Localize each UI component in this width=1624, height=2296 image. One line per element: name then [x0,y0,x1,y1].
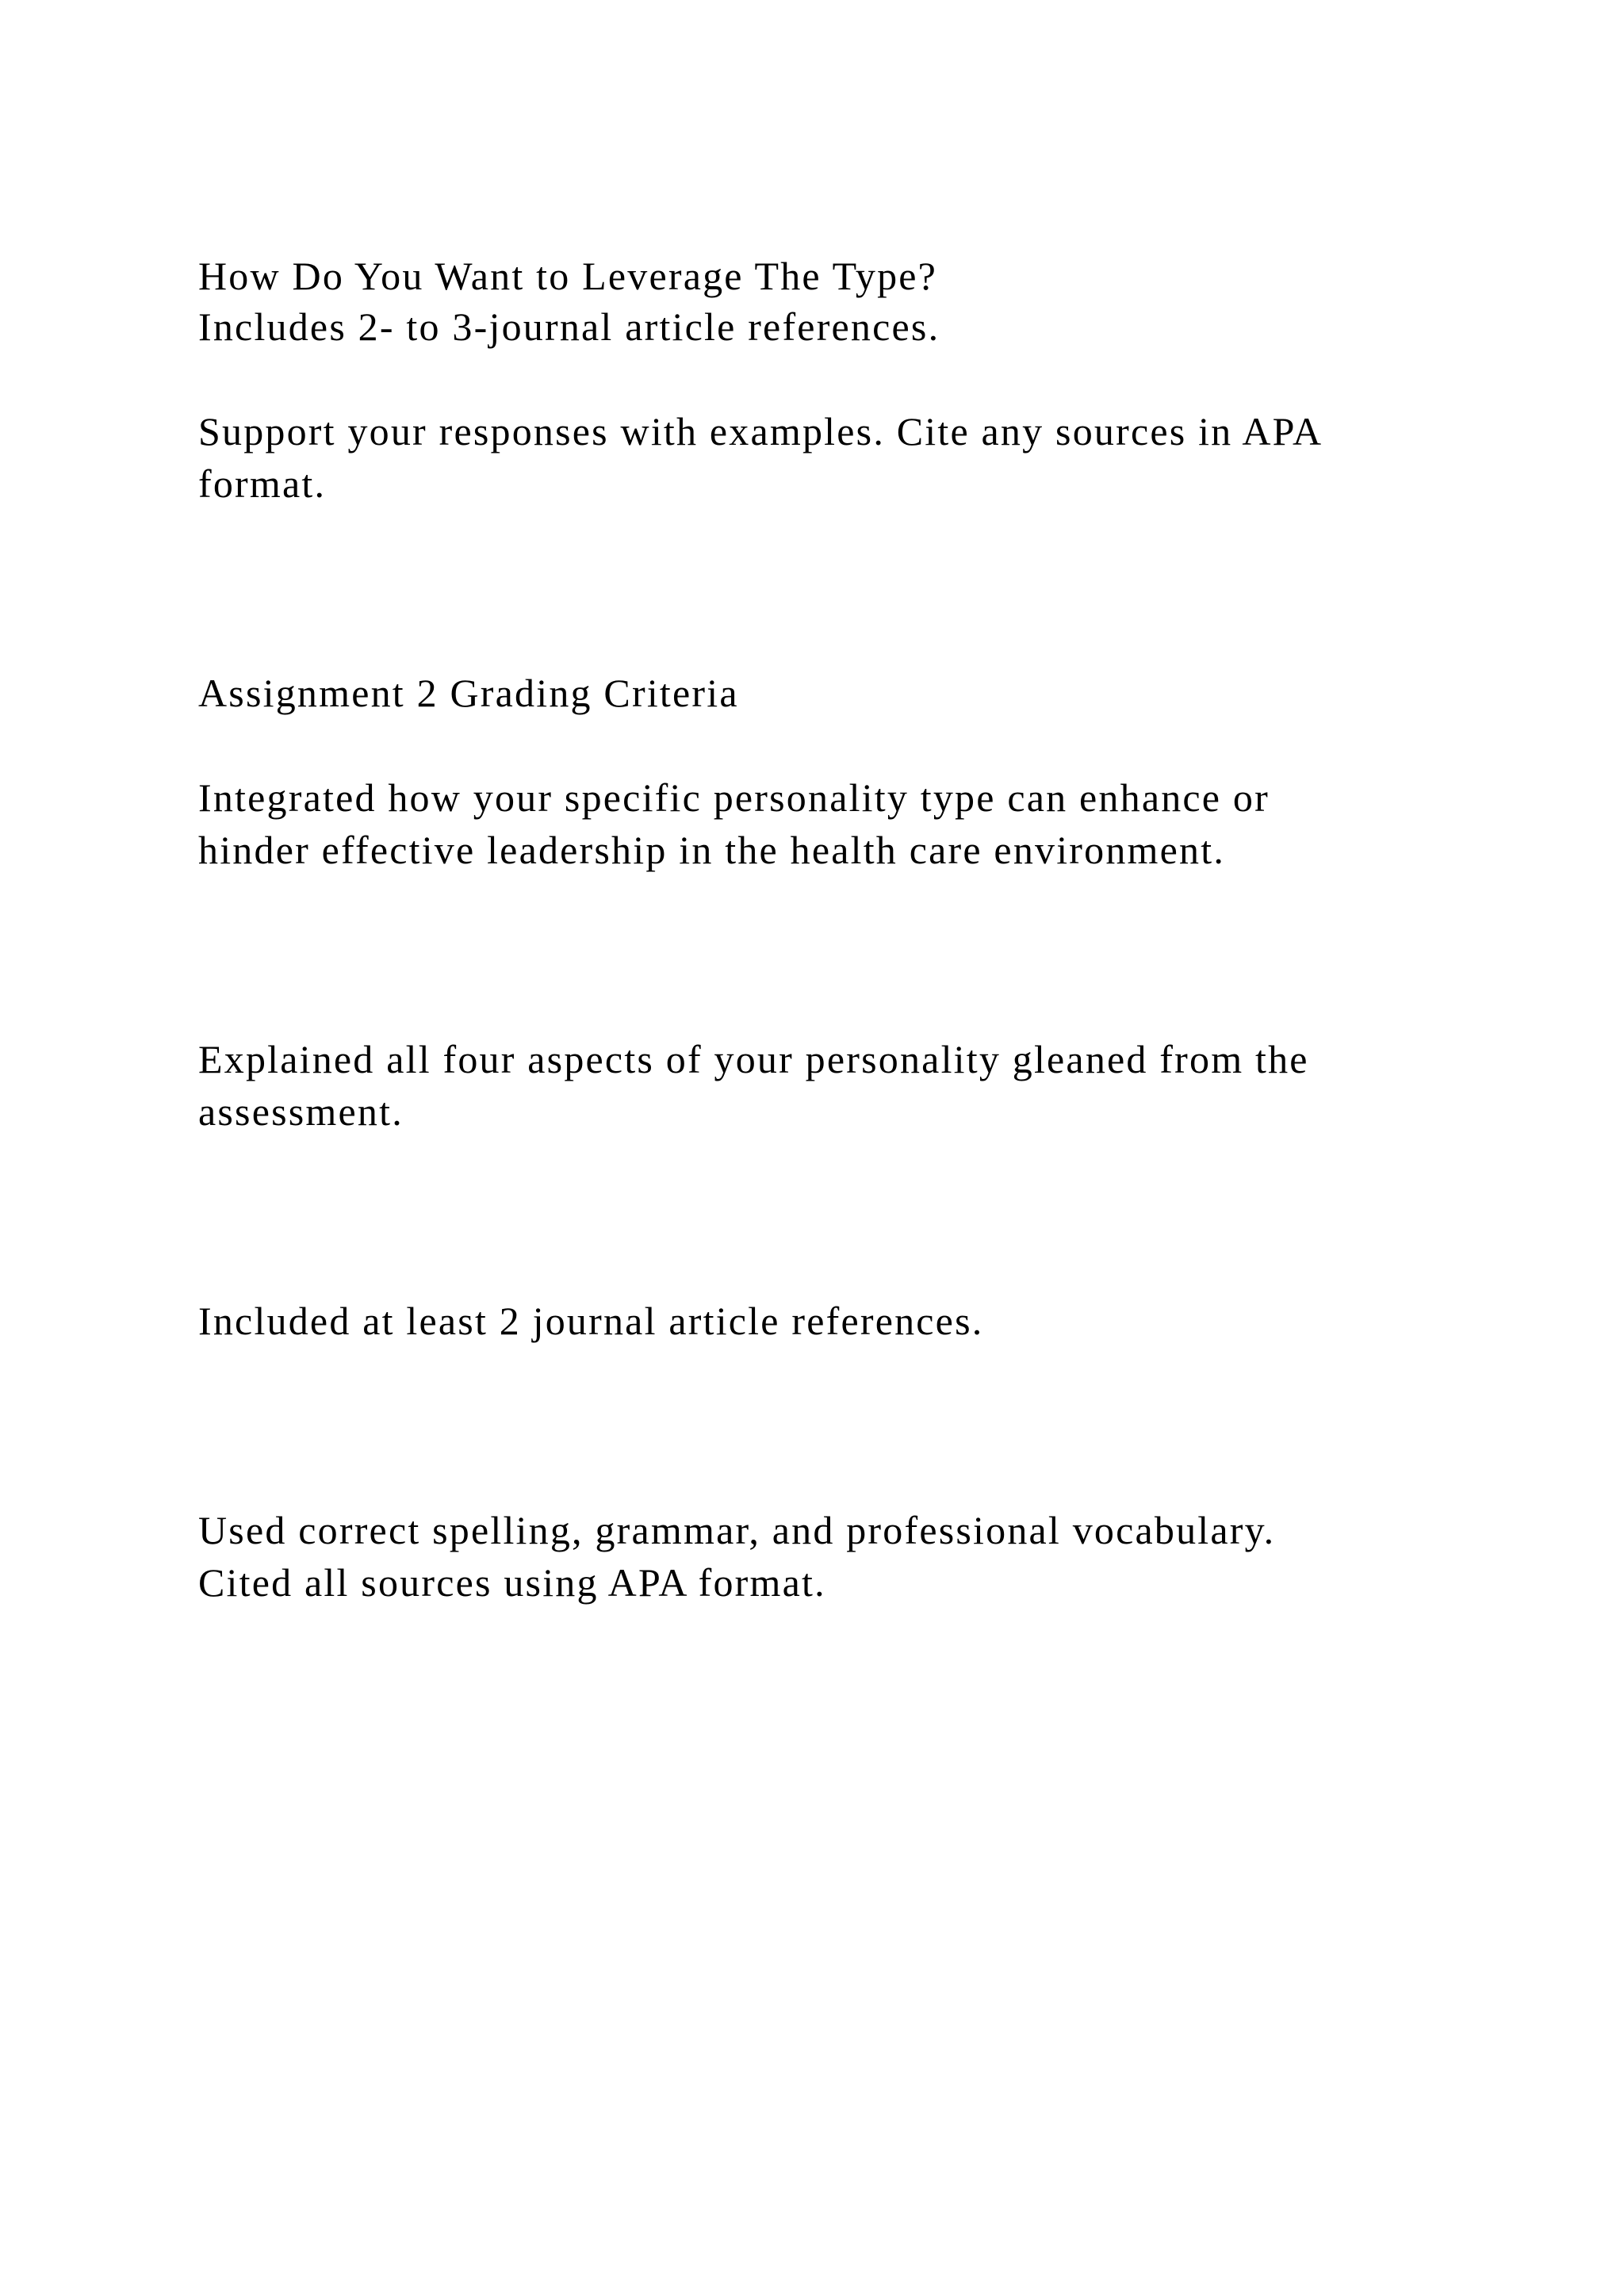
criterion-aspects-line-1: Explained all four aspects of your personality gleaned from the [198,1037,1309,1081]
grading-criteria-heading: Assignment 2 Grading Criteria [198,671,739,715]
support-instruction-line-1: Support your responses with examples. Cite any sources in APA [198,409,1323,453]
criterion-integration-line-2: hinder effective leadership in the health care environment. [198,828,1226,872]
criterion-apa: Cited all sources using APA format. [198,1560,826,1605]
support-instruction-line-2: format. [198,461,327,506]
references-requirement: Includes 2- to 3-journal article references. [198,304,940,349]
question-heading: How Do You Want to Leverage The Type? [198,254,938,298]
criterion-integration-line-1: Integrated how your specific personality type can enhance or [198,775,1270,820]
criterion-aspects-line-2: assessment. [198,1089,404,1134]
criterion-spelling: Used correct spelling, grammar, and professional vocabulary. [198,1508,1276,1552]
criterion-references: Included at least 2 journal article references. [198,1299,984,1343]
